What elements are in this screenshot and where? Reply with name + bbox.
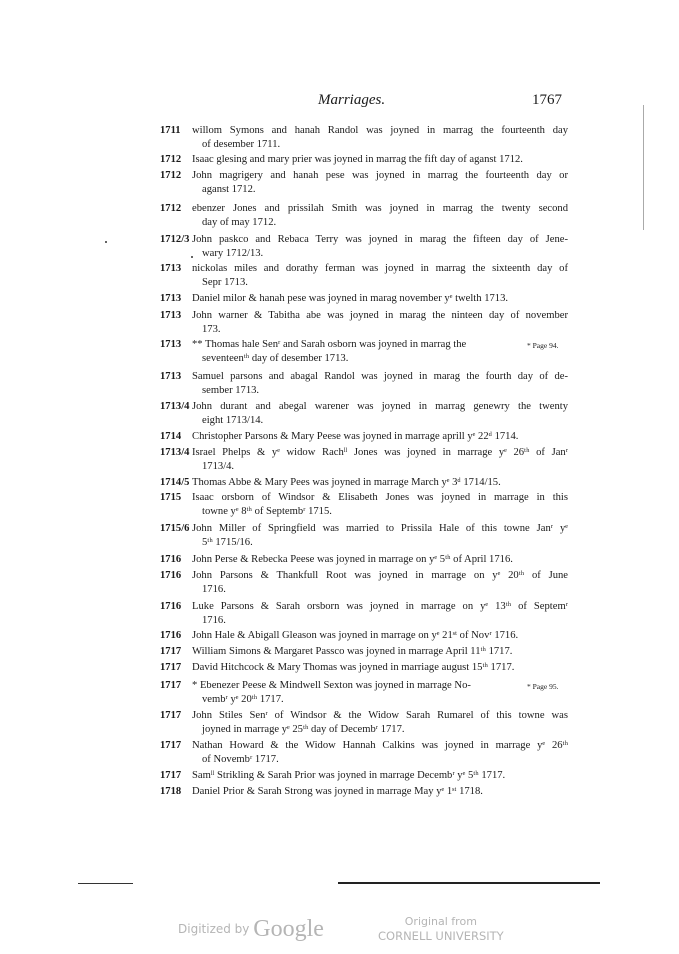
entry-line-2: vembʳ yᵉ 20ᵗʰ 1717. [202, 693, 284, 705]
entry-line-2: of Novembʳ 1717. [202, 753, 279, 765]
entry-year: 1713 [160, 310, 182, 321]
entry-line-1: William Simons & Margaret Passco was joyned in marrage April 11ᵗʰ 1717. [192, 646, 513, 657]
entry-line-2: eight 1713/14. [202, 414, 264, 426]
marriage-entry [160, 446, 568, 473]
entry-text [192, 169, 568, 196]
entry-year: 1712 [160, 154, 182, 165]
entry-text [192, 430, 568, 444]
entry-line-1: John paskco and Rebaca Terry was joyned in marag the fifteen day of Jene- [192, 234, 568, 245]
entry-year: 1712 [160, 203, 182, 214]
page-reference-note: * Page 95. [527, 682, 559, 691]
entry-year: 1715 [160, 492, 182, 503]
entry-line-1: Daniel milor & hanah pese was joyned in marag november yᵉ twelth 1713. [192, 293, 509, 304]
institution-name: CORNELL UNIVERSITY [378, 929, 504, 943]
entry-line-2: joyned in marrage yᵉ 25ᵗʰ day of Decembʳ 1717. [202, 723, 405, 735]
entry-year: 1712 [160, 170, 182, 181]
marriage-entry [160, 600, 568, 627]
entry-line-1: Christopher Parsons & Mary Peese was joyned in marrage aprill yᵉ 22ᵈ 1714. [192, 431, 519, 442]
entry-text [192, 629, 568, 643]
entry-line-1: nickolas miles and dorathy ferman was joyned in marrag the sixteenth day of [192, 263, 568, 274]
entry-line-1: Nathan Howard & the Widow Hannah Calkins was joyned in marrage yᵉ 26ᵗʰ [192, 740, 568, 751]
entry-line-2: seventeenᵗʰ day of desember 1713. [202, 352, 349, 364]
entry-line-1: Samuel parsons and abagal Randol was joyned in marag the fourth day of de- [192, 371, 568, 382]
entry-line-1: John magrigery and hanah pese was joyned in marrag the fourteenth day or [192, 170, 568, 181]
entry-year: 1713 [160, 339, 182, 350]
entry-line-1: * Ebenezer Peese & Mindwell Sexton was joyned in marrage No- [192, 680, 471, 691]
entry-year: 1713 [160, 371, 182, 382]
marriage-entry [160, 769, 568, 783]
entry-line-1: Thomas Abbe & Mary Pees was joyned in marrage March yᵉ 3ᵈ 1714/15. [192, 477, 501, 488]
entry-line-2: 1713/4. [202, 460, 235, 472]
entry-line-2: sember 1713. [202, 384, 260, 396]
entry-line-2: 173. [202, 323, 221, 335]
entry-line-1: John durant and abegal warener was joyned in marrag genewry the twenty [192, 401, 568, 412]
digitized-by-text: Digitized by [178, 922, 250, 936]
marriage-entry [160, 661, 568, 675]
entry-year: 1716 [160, 570, 182, 581]
entry-text [192, 739, 568, 766]
entry-line-1: ** Thomas hale Senʳ and Sarah osborn was joyned in marrag the [192, 339, 467, 350]
entry-year: 1718 [160, 786, 182, 797]
entry-text [192, 262, 568, 289]
entry-line-2: Sepr 1713. [202, 276, 248, 288]
google-logo: Google [253, 916, 324, 942]
entry-line-1: John Perse & Rebecka Peese was joyned in marrage on yᵉ 5ᵗʰ of April 1716. [192, 554, 513, 565]
entry-year: 1716 [160, 630, 182, 641]
entry-year: 1712/3 [160, 234, 190, 245]
entry-text [192, 645, 568, 659]
digitized-by-watermark [178, 916, 324, 943]
entry-text [192, 153, 568, 167]
entry-year: 1717 [160, 680, 182, 691]
entry-line-1: willom Symons and hanah Randol was joyned in marrag the fourteenth day [192, 125, 568, 136]
entry-text [192, 338, 568, 365]
marriage-entry [160, 430, 568, 444]
entry-line-2: 5ᵗʰ 1715/16. [202, 536, 253, 548]
entry-line-1: Samˡˡ Strikling & Sarah Prior was joyned in marrage Decembʳ yᵉ 5ᵗʰ 1717. [192, 770, 506, 781]
marriage-entry [160, 169, 568, 196]
entry-text [192, 400, 568, 427]
marriage-entry [160, 400, 568, 427]
entry-year: 1717 [160, 740, 182, 751]
entry-text [192, 202, 568, 229]
marriage-entry [160, 645, 568, 659]
entry-text [192, 553, 568, 567]
entry-line-2: of desember 1711. [202, 138, 281, 150]
entry-year: 1714 [160, 431, 182, 442]
original-from-watermark [378, 915, 504, 943]
entry-text [192, 476, 568, 490]
entry-line-2: 1716. [202, 614, 226, 626]
margin-mark [191, 256, 193, 258]
marriage-entry [160, 709, 568, 736]
entry-text [192, 491, 568, 518]
footer-rule-left [78, 883, 133, 884]
entry-line-2: wary 1712/13. [202, 247, 264, 259]
entry-line-2: towne yᵉ 8ᵗʰ of Septembʳ 1715. [202, 505, 332, 517]
marriage-entry [160, 679, 568, 706]
entry-text [192, 309, 568, 336]
scan-artifact-line [643, 105, 644, 230]
entry-line-2: aganst 1712. [202, 183, 256, 195]
entry-year: 1714/5 [160, 477, 190, 488]
entry-line-1: Daniel Prior & Sarah Strong was joyned in marrage May yᵉ 1ˢᵗ 1718. [192, 786, 483, 797]
entry-text [192, 661, 568, 675]
entry-line-1: Isaac orsborn of Windsor & Elisabeth Jones was joyned in marrage in this [192, 492, 568, 503]
entry-year: 1716 [160, 601, 182, 612]
entry-line-1: ebenzer Jones and prissilah Smith was joyned in marrag the twenty second [192, 203, 568, 214]
marriage-entry [160, 309, 568, 336]
entry-line-1: Isaac glesing and mary prier was joyned in marrag the fift day of aganst 1712. [192, 154, 523, 165]
marriage-entry [160, 476, 568, 490]
entry-year: 1715/6 [160, 523, 190, 534]
entry-year: 1717 [160, 646, 182, 657]
entry-text [192, 785, 568, 799]
entry-year: 1713/4 [160, 401, 190, 412]
marriage-entry [160, 233, 568, 260]
entry-text [192, 124, 568, 151]
marriage-entry [160, 553, 568, 567]
marriage-entry [160, 292, 568, 306]
entry-text [192, 709, 568, 736]
entry-year: 1713 [160, 293, 182, 304]
entry-text [192, 446, 568, 473]
entry-text [192, 233, 568, 260]
entry-year: 1711 [160, 125, 181, 136]
entry-line-1: David Hitchcock & Mary Thomas was joyned in marriage august 15ᵗʰ 1717. [192, 662, 515, 673]
entry-year: 1717 [160, 710, 182, 721]
entry-line-1: John Miller of Springfield was married to Prissila Hale of this towne Janʳ yᵉ [192, 523, 568, 534]
entry-line-1: John Stiles Senʳ of Windsor & the Widow Sarah Rumarel of this towne was [192, 710, 568, 721]
marriage-entry [160, 569, 568, 596]
marriage-entry [160, 629, 568, 643]
entry-line-1: Israel Phelps & yᵉ widow Rachˡˡ Jones was joyned in marrage yᵉ 26ᵗʰ of Janʳ [192, 447, 568, 458]
entry-text [192, 292, 568, 306]
marriage-entry [160, 739, 568, 766]
entry-line-1: John Hale & Abigall Gleason was joyned in marrage on yᵉ 21ˢᵗ of Novʳ 1716. [192, 630, 519, 641]
page-reference-note: * Page 94. [527, 341, 559, 350]
marriage-entry [160, 202, 568, 229]
marriage-entry [160, 153, 568, 167]
entry-text [192, 522, 568, 549]
footer-rule-right [338, 882, 600, 884]
marriage-entry [160, 124, 568, 151]
marriage-entry [160, 785, 568, 799]
page-number: 1767 [532, 92, 562, 108]
entry-line-1: John Parsons & Thankfull Root was joyned in marrage on yᵉ 20ᵗʰ of June [192, 570, 568, 581]
entry-line-2: 1716. [202, 583, 226, 595]
marriage-entry [160, 370, 568, 397]
original-from-text: Original from [404, 915, 477, 928]
entry-text [192, 569, 568, 596]
margin-mark [105, 241, 107, 243]
entry-line-1: John warner & Tabitha abe was joyned in marag the ninteen day of november [192, 310, 568, 321]
running-header-title: Marriages. [318, 92, 386, 108]
marriage-entry [160, 262, 568, 289]
entry-year: 1716 [160, 554, 182, 565]
entry-text [192, 769, 568, 783]
entry-year: 1717 [160, 662, 182, 673]
entry-line-2: day of may 1712. [202, 216, 277, 228]
entry-text [192, 370, 568, 397]
entry-line-1: Luke Parsons & Sarah orsborn was joyned in marrage on yᵉ 13ᵗʰ of Septemʳ [192, 601, 568, 612]
marriage-entry [160, 338, 568, 365]
marriage-entry [160, 491, 568, 518]
entry-year: 1713/4 [160, 447, 190, 458]
entry-year: 1717 [160, 770, 182, 781]
marriage-entry [160, 522, 568, 549]
entry-year: 1713 [160, 263, 182, 274]
entry-text [192, 600, 568, 627]
entry-text [192, 679, 568, 706]
